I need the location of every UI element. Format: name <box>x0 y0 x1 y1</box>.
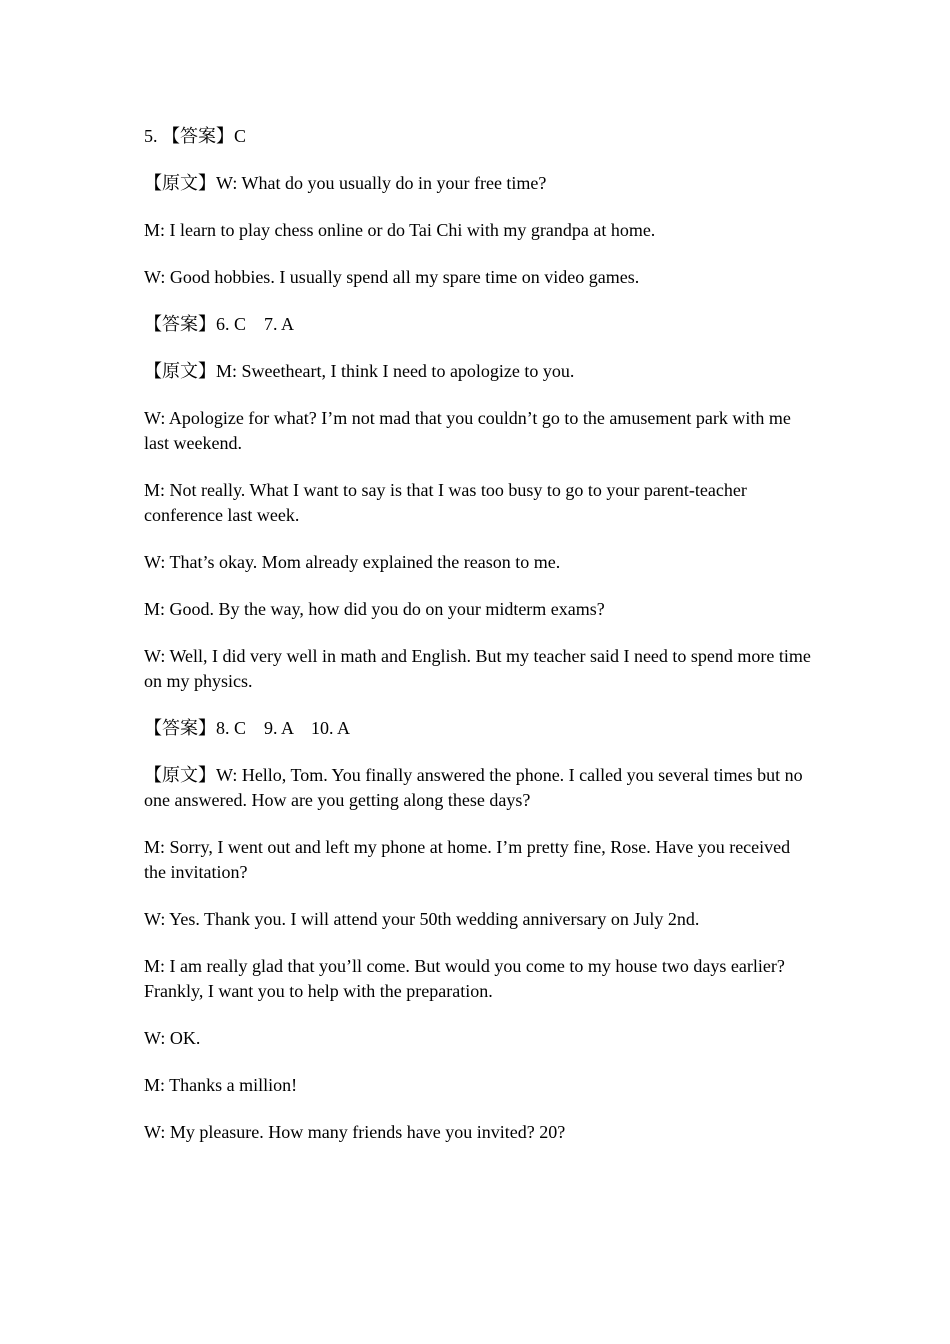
transcript-line: 【原文】W: Hello, Tom. You finally answered the phone. I called you several times but no one answered. How are you getting along these days? <box>144 765 808 810</box>
transcript-line: M: Good. By the way, how did you do on your midterm exams? <box>144 599 605 619</box>
document-page <box>144 124 816 1167</box>
transcript-line: M: Thanks a million! <box>144 1075 298 1095</box>
answer-q8-q10: 【答案】8. C 9. A 10. A <box>144 718 351 738</box>
transcript-line: W: That’s okay. Mom already explained the reason to me. <box>144 552 561 572</box>
transcript-line: M: I learn to play chess online or do Tai Chi with my grandpa at home. <box>144 220 656 240</box>
transcript-line: 【原文】W: What do you usually do in your free time? <box>144 173 547 193</box>
transcript-line: M: Not really. What I want to say is that I was too busy to go to your parent-teacher conference last week. <box>144 480 752 525</box>
transcript-line: W: Apologize for what? I’m not mad that you couldn’t go to the amusement park with me last weekend. <box>144 408 796 453</box>
answer-q6-q7: 【答案】6. C 7. A <box>144 314 295 334</box>
transcript-line: W: OK. <box>144 1028 201 1048</box>
transcript-line: M: Sorry, I went out and left my phone at home. I’m pretty fine, Rose. Have you received the invitation? <box>144 837 795 882</box>
answer-q5: 5. 【答案】C <box>144 126 247 146</box>
transcript-line: M: I am really glad that you’ll come. But would you come to my house two days earlier? Frankly, I want you to help with the preparation. <box>144 956 790 1001</box>
transcript-line: W: My pleasure. How many friends have you invited? 20? <box>144 1122 566 1142</box>
transcript-line: W: Good hobbies. I usually spend all my spare time on video games. <box>144 267 640 287</box>
transcript-line: W: Well, I did very well in math and English. But my teacher said I need to spend more time on my physics. <box>144 646 816 691</box>
transcript-line: 【原文】M: Sweetheart, I think I need to apologize to you. <box>144 361 575 381</box>
transcript-line: W: Yes. Thank you. I will attend your 50th wedding anniversary on July 2nd. <box>144 909 700 929</box>
